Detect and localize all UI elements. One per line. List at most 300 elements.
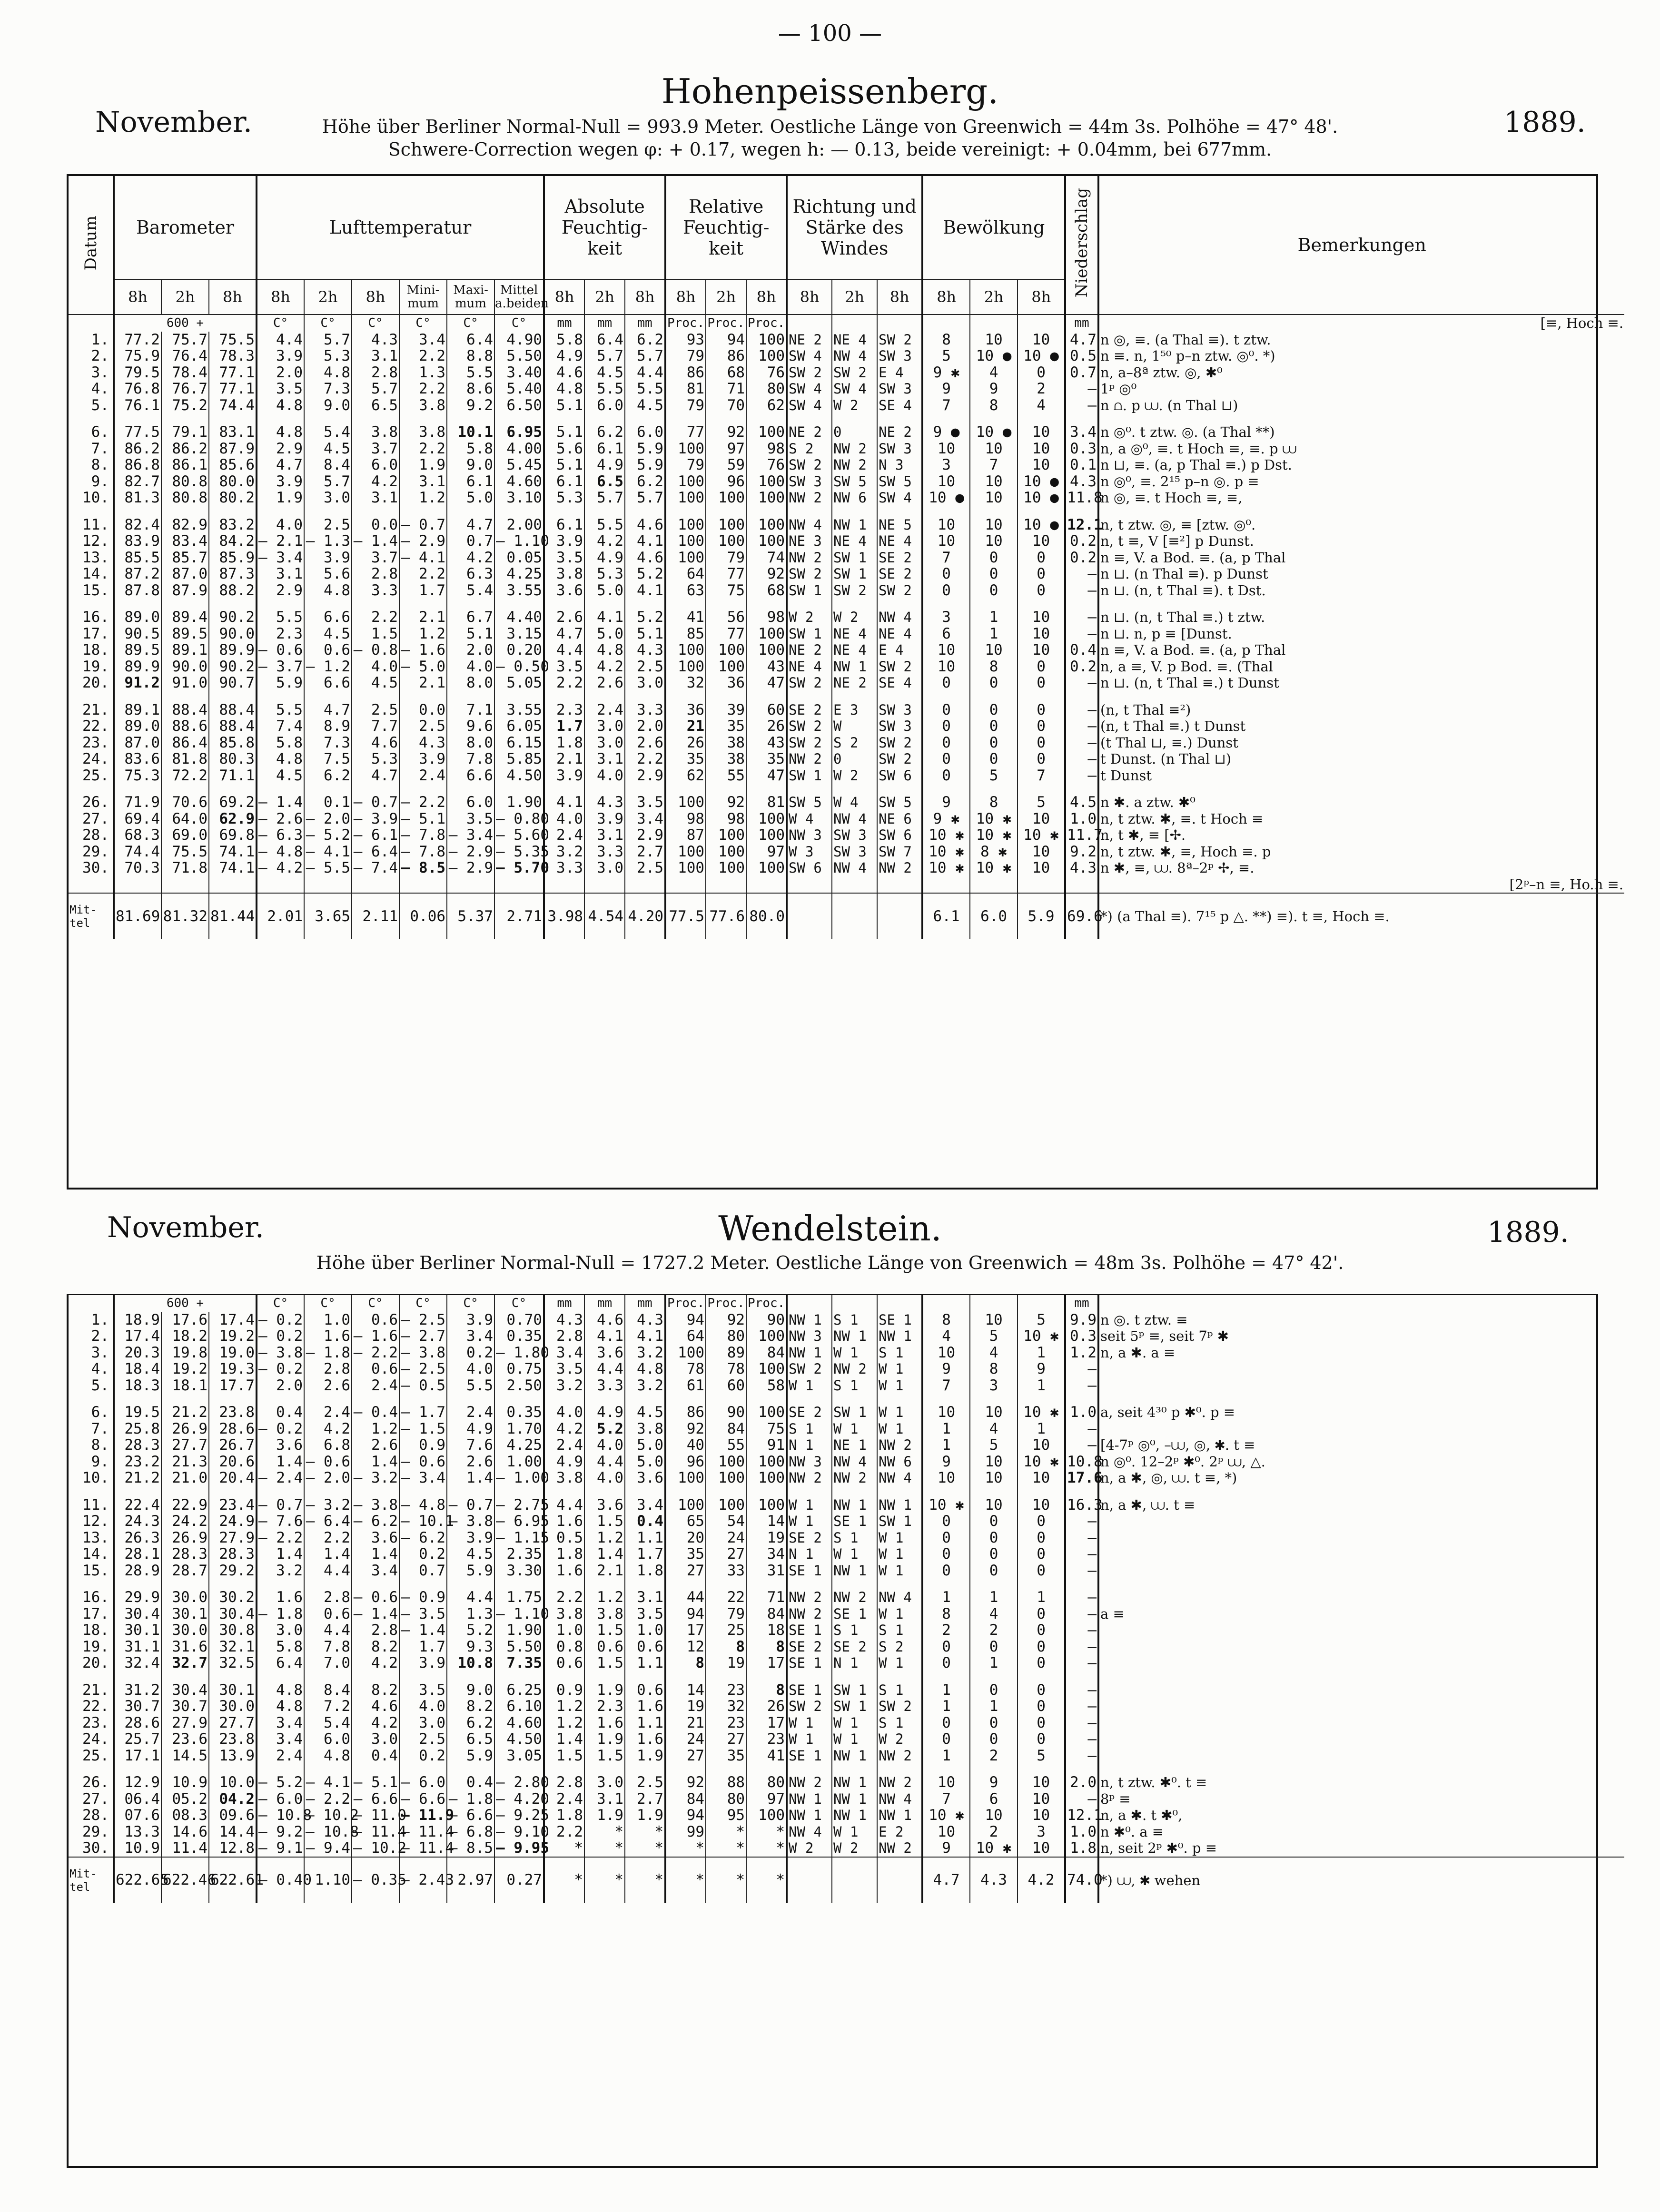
data-cell: – 3.8 [399, 1345, 447, 1361]
data-cell: 3.0 [352, 1731, 399, 1748]
spacer-cell [1098, 1579, 1624, 1589]
data-cell: 83.4 [161, 533, 209, 550]
data-cell: 85.7 [161, 550, 209, 566]
data-cell: 32.5 [209, 1655, 257, 1671]
hohen-unit-cell: C° [399, 315, 447, 332]
data-cell: 10.8 [1065, 1454, 1098, 1470]
spacer-cell [352, 1394, 399, 1404]
data-cell: 0 [1018, 1622, 1065, 1639]
data-cell: 64 [665, 566, 706, 582]
spacer-cell [1098, 1394, 1624, 1404]
data-cell: 4.60 [494, 1715, 544, 1731]
spacer-cell [494, 876, 544, 894]
data-cell: 10 [970, 1807, 1018, 1824]
data-cell: 1.8 [544, 1807, 584, 1824]
hohen-unit-cell: [≡, Hoch ≡. [1540, 315, 1624, 331]
wendel-unit-cell: mm [584, 1295, 625, 1312]
data-cell: – 0.80 [494, 811, 544, 827]
data-cell: – 6.8 [447, 1824, 494, 1840]
row-date: 8. [69, 1437, 114, 1454]
data-cell: 4.4 [584, 1454, 625, 1470]
col-2h: 2h [304, 279, 352, 315]
spacer-cell [114, 1486, 161, 1497]
data-cell: 92 [706, 424, 746, 441]
data-cell: 1.1 [625, 1715, 665, 1731]
data-cell: 82.4 [114, 517, 161, 533]
table-row [69, 1774, 1624, 1791]
spacer-cell [1018, 599, 1065, 609]
spacer-cell [494, 1579, 544, 1589]
wendel-unit-cell [877, 1295, 922, 1312]
data-cell: 1.2 [584, 1530, 625, 1546]
spacer-cell [69, 1579, 114, 1589]
data-cell: W 1 [832, 1546, 877, 1563]
data-cell: S 1 [832, 1622, 877, 1639]
data-cell: 10 ● [970, 424, 1018, 441]
row-remark [1098, 1421, 1624, 1437]
wendel-unit-cell [970, 1295, 1018, 1312]
data-cell: 0 [970, 1639, 1018, 1655]
data-cell: – 2.9 [399, 533, 447, 550]
data-cell: – 9.2 [257, 1824, 304, 1840]
data-cell: 0.4 [352, 1748, 399, 1764]
data-cell: 86 [665, 1404, 706, 1421]
data-cell: 54 [706, 1513, 746, 1530]
data-cell: 9.0 [447, 1682, 494, 1699]
mean-cell: 74.0 [1065, 1857, 1098, 1903]
data-cell: 35 [706, 718, 746, 735]
row-remark [1098, 1698, 1624, 1715]
col-8h: 8h [625, 279, 665, 315]
data-cell: 3.0 [584, 735, 625, 751]
spacer-cell [161, 1579, 209, 1589]
data-cell: 80.8 [161, 473, 209, 490]
spacer-cell [304, 691, 352, 702]
data-cell: 44 [665, 1589, 706, 1606]
data-cell: NW 2 [832, 441, 877, 457]
station-gravity-correction: Schwere-Correction wegen φ: + 0.17, wegen h: — 0.13, beide vereinigt: + 0.04mm, bei 677mm. [388, 139, 1272, 160]
data-cell: 31.1 [114, 1639, 161, 1655]
data-cell: 3.5 [544, 1361, 584, 1377]
data-cell: N 3 [877, 457, 922, 473]
data-cell: 5.7 [304, 332, 352, 348]
data-cell: 3.0 [584, 1774, 625, 1791]
mean-cell: – 0.40 [257, 1857, 304, 1903]
data-cell: 71 [746, 1589, 787, 1606]
spacer-cell [447, 691, 494, 702]
data-cell: 8.2 [352, 1682, 399, 1699]
data-cell: 4 [970, 1606, 1018, 1622]
data-cell: 60 [706, 1377, 746, 1394]
row-remark: n, t ztw. ✱, ≡, Hoch ≡. p [1100, 843, 1271, 860]
data-cell: 100 [665, 473, 706, 490]
data-cell: 1.3 [399, 364, 447, 381]
wendel-unit-cell: C° [352, 1295, 399, 1312]
data-cell: 94 [665, 1606, 706, 1622]
data-cell: – 1.4 [352, 533, 399, 550]
data-cell: 84.2 [209, 533, 257, 550]
spacer-cell [209, 1764, 257, 1774]
data-cell: – 3.8 [447, 1513, 494, 1530]
hohen-unit-cell [1018, 315, 1065, 332]
data-cell: – 4.8 [399, 1497, 447, 1514]
spacer-cell [114, 691, 161, 702]
data-cell: 0 [1018, 550, 1065, 566]
data-cell: 7.8 [447, 751, 494, 767]
data-cell: 2.3 [584, 1698, 625, 1715]
data-cell: 86.1 [161, 457, 209, 473]
row-date: 15. [69, 582, 114, 599]
data-cell: NW 1 [832, 1748, 877, 1764]
data-cell: 4.0 [584, 1470, 625, 1486]
data-cell: 80 [706, 1791, 746, 1808]
spacer-cell [584, 691, 625, 702]
data-cell: 2.6 [625, 735, 665, 751]
data-cell: 1.2 [1065, 1345, 1098, 1361]
row-date: 3. [69, 1345, 114, 1361]
row-remark: n, a ✱, ⩊. t ≡ [1100, 1496, 1196, 1513]
spacer-cell [161, 1486, 209, 1497]
data-cell: – 8.5 [447, 1840, 494, 1857]
data-cell: – [1065, 1377, 1098, 1394]
data-cell: 0 [1018, 1655, 1065, 1671]
col-min: Mini-mum [399, 279, 447, 315]
spacer-cell [1065, 1486, 1098, 1497]
data-cell: – 6.2 [352, 1513, 399, 1530]
data-cell: 16.3 [1065, 1497, 1098, 1514]
data-cell: 90.0 [161, 659, 209, 675]
data-cell: 41 [746, 1748, 787, 1764]
wendel-unit-cell: C° [494, 1295, 544, 1312]
data-cell: 3.4 [352, 1563, 399, 1579]
data-cell: 12.8 [209, 1840, 257, 1857]
data-cell: 5 [922, 348, 970, 364]
data-cell: – 3.4 [399, 1470, 447, 1486]
data-cell: 4 [1018, 397, 1065, 414]
data-cell: 7.5 [304, 751, 352, 767]
data-cell: 4.2 [352, 1715, 399, 1731]
data-cell: 10 ● [1018, 473, 1065, 490]
row-date: 26. [69, 794, 114, 811]
data-cell: SW 2 [787, 364, 832, 381]
data-cell: 18.3 [114, 1377, 161, 1394]
data-cell: SW 5 [787, 794, 832, 811]
table-row [69, 1497, 1624, 1514]
data-cell: 2.2 [399, 566, 447, 582]
data-cell: 0.6 [544, 1655, 584, 1671]
data-cell: 81 [746, 794, 787, 811]
data-cell: NW 4 [787, 1824, 832, 1840]
spacer-cell [970, 1764, 1018, 1774]
data-cell: 100 [706, 490, 746, 506]
data-cell: 6.2 [447, 1715, 494, 1731]
data-cell: 0.9 [399, 1437, 447, 1454]
data-cell: 0 [1018, 1715, 1065, 1731]
table-row [69, 1682, 1624, 1699]
data-cell: 1.5 [544, 1748, 584, 1764]
col-8h: 8h [257, 279, 304, 315]
data-cell: SW 2 [787, 718, 832, 735]
data-cell: 17.7 [209, 1377, 257, 1394]
data-cell: 100 [706, 642, 746, 659]
data-cell: – [1065, 1513, 1098, 1530]
row-date: 26. [69, 1774, 114, 1791]
data-cell: 9 [922, 1361, 970, 1377]
data-cell: 3.1 [584, 1791, 625, 1808]
data-cell: 100 [706, 827, 746, 844]
data-cell: 27.7 [209, 1715, 257, 1731]
data-cell: 1.9 [584, 1682, 625, 1699]
data-cell: 0 [1018, 1546, 1065, 1563]
row-date: 17. [69, 626, 114, 642]
spacer-cell [665, 1579, 706, 1589]
data-cell: 78 [706, 1361, 746, 1377]
data-cell: – 6.1 [352, 827, 399, 844]
data-cell: 4.5 [584, 364, 625, 381]
data-cell: 100 [746, 490, 787, 506]
row-remark [1098, 1682, 1624, 1699]
mean-cell: 6.0 [970, 893, 1018, 939]
data-cell: 5.9 [625, 457, 665, 473]
data-cell: 4.7 [447, 517, 494, 533]
data-cell: 80 [746, 1774, 787, 1791]
row-remark: n, t ✱, ≡ [✢. [1100, 827, 1186, 843]
data-cell: 70 [706, 397, 746, 414]
spacer-cell [1018, 1486, 1065, 1497]
data-cell: – 6.6 [447, 1807, 494, 1824]
data-cell: 06.4 [114, 1791, 161, 1808]
data-cell: 6.2 [625, 332, 665, 348]
data-cell: 0 [970, 735, 1018, 751]
row-date: 2. [69, 1328, 114, 1345]
data-cell: 6.4 [257, 1655, 304, 1671]
data-cell: – [1065, 1748, 1098, 1764]
data-cell: SW 2 [832, 582, 877, 599]
spacer-cell [970, 1671, 1018, 1682]
row-remark: seit 5ᵖ ≡, seit 7ᵖ ✱ [1100, 1328, 1229, 1344]
data-cell: 75.5 [161, 844, 209, 860]
spacer-cell [209, 784, 257, 794]
data-cell: 1 [1018, 1345, 1065, 1361]
data-cell: 92 [706, 794, 746, 811]
data-cell: – 10.1 [399, 1513, 447, 1530]
wendel-unit-cell: mm [1065, 1295, 1098, 1312]
data-cell: 0 [1018, 1530, 1065, 1546]
spacer-cell [1098, 784, 1624, 794]
data-cell: W 1 [877, 1377, 922, 1394]
spacer-cell [877, 876, 922, 894]
spacer-cell [544, 1486, 584, 1497]
data-cell: 0 [1018, 659, 1065, 675]
data-cell: E 3 [832, 702, 877, 718]
table-row [69, 860, 1624, 876]
data-cell: 2.50 [494, 1377, 544, 1394]
data-cell: 24.9 [209, 1513, 257, 1530]
data-cell: 3.3 [584, 844, 625, 860]
row-remark: t Dunst [1100, 767, 1152, 784]
data-cell: 18.4 [114, 1361, 161, 1377]
data-cell: 0 [970, 1530, 1018, 1546]
spacer-cell [544, 506, 584, 517]
data-cell: 0 [970, 566, 1018, 582]
spacer-cell [399, 1671, 447, 1682]
data-cell: 92 [746, 566, 787, 582]
row-date: 29. [69, 844, 114, 860]
data-cell: 0 [1018, 364, 1065, 381]
spacer-cell [832, 784, 877, 794]
data-cell: – 4.1 [399, 550, 447, 566]
data-cell: 10 ✱ [970, 860, 1018, 876]
hohen-unit-cell: mm [584, 315, 625, 332]
data-cell: 29.2 [209, 1563, 257, 1579]
spacer-cell [746, 1579, 787, 1589]
data-cell: – [1065, 1682, 1098, 1699]
spacer-cell [625, 1394, 665, 1404]
data-cell: 4.8 [584, 642, 625, 659]
spacer-cell [209, 1486, 257, 1497]
data-cell: NE 2 [832, 675, 877, 691]
data-cell: 4.9 [544, 1454, 584, 1470]
data-cell: 10 [922, 533, 970, 550]
spacer-cell [257, 1579, 304, 1589]
row-date: 5. [69, 397, 114, 414]
data-cell: 97 [746, 1791, 787, 1808]
data-cell: NW 1 [832, 1791, 877, 1808]
data-cell: 2.8 [352, 1622, 399, 1639]
data-cell: 2.5 [399, 718, 447, 735]
spacer-cell [665, 784, 706, 794]
data-cell: S 1 [832, 1530, 877, 1546]
data-cell: 4.7 [1065, 332, 1098, 348]
data-cell: – 2.2 [304, 1791, 352, 1808]
col-2h: 2h [161, 279, 209, 315]
data-cell: 10 [1018, 609, 1065, 626]
row-remark: n ⊔. (n, t Thal ≡.) t Dunst [1100, 675, 1279, 691]
data-cell: 5.0 [625, 1437, 665, 1454]
data-cell: 0 [922, 767, 970, 784]
data-cell: 1 [922, 1698, 970, 1715]
row-remark: n, a ≡, V. p Bod. ≡. (Thal [1100, 658, 1273, 675]
data-cell: 4.6 [352, 735, 399, 751]
data-cell: 100 [746, 860, 787, 876]
data-cell: 4.6 [584, 1312, 625, 1328]
data-cell: 3.1 [584, 751, 625, 767]
year-label: 1889. [1504, 106, 1586, 139]
spacer-cell [584, 1394, 625, 1404]
spacer-cell [209, 1671, 257, 1682]
data-cell: 83.6 [114, 751, 161, 767]
data-cell: 3.9 [584, 811, 625, 827]
data-cell: 4.2 [304, 1421, 352, 1437]
spacer-cell [352, 784, 399, 794]
data-cell: W 2 [787, 1840, 832, 1857]
spacer-cell [69, 1486, 114, 1497]
page-number: — 100 — [778, 20, 882, 47]
data-cell: 5.40 [494, 381, 544, 397]
spacer-cell [1065, 599, 1098, 609]
data-cell: 5.0 [625, 1454, 665, 1470]
spacer-cell [69, 876, 114, 894]
data-cell: 100 [706, 533, 746, 550]
row-remark: 1ᵖ ◎⁰ [1100, 381, 1137, 397]
data-cell: SW 2 [787, 1361, 832, 1377]
data-cell: 1.4 [544, 1731, 584, 1748]
data-cell: 0 [970, 1546, 1018, 1563]
data-cell: – 1.5 [399, 1421, 447, 1437]
data-cell: 1 [970, 1589, 1018, 1606]
table-row [69, 381, 1624, 397]
mean-cell: * [665, 1857, 706, 1903]
spacer-cell [746, 691, 787, 702]
data-cell: 62.9 [209, 811, 257, 827]
data-cell: – 3.8 [352, 1497, 399, 1514]
data-cell: W 1 [787, 1497, 832, 1514]
data-cell: 0.4 [447, 1774, 494, 1791]
data-cell: – 3.4 [257, 550, 304, 566]
data-cell: 85.6 [209, 457, 257, 473]
data-cell: 38 [706, 735, 746, 751]
data-cell: 100 [665, 642, 706, 659]
data-cell: 100 [746, 1404, 787, 1421]
data-cell: – 4.1 [304, 1774, 352, 1791]
data-cell: 10.0 [209, 1774, 257, 1791]
data-cell: 100 [665, 441, 706, 457]
mean-row [69, 1857, 1624, 1903]
data-cell: W 2 [832, 767, 877, 784]
data-cell: 3.4 [544, 1345, 584, 1361]
data-cell: 33 [706, 1563, 746, 1579]
data-cell: 0 [1018, 1639, 1065, 1655]
data-cell: 4.8 [257, 1698, 304, 1715]
spacer-cell [69, 1394, 114, 1404]
data-cell: 71 [706, 381, 746, 397]
data-cell: 6.05 [494, 718, 544, 735]
data-cell: 2.6 [447, 1454, 494, 1470]
data-cell: 3.1 [625, 1589, 665, 1606]
data-cell: S 1 [787, 1421, 832, 1437]
data-cell: 4.00 [494, 441, 544, 457]
data-cell: 2.3 [544, 702, 584, 718]
data-cell: 78.3 [209, 348, 257, 364]
data-cell: 9.3 [447, 1639, 494, 1655]
row-remark: n ⊔. (n Thal ≡). p Dunst [1100, 566, 1268, 582]
data-cell: 4.4 [304, 1622, 352, 1639]
data-cell: 30.1 [209, 1682, 257, 1699]
data-cell: – 10.8 [304, 1824, 352, 1840]
data-cell: 7.3 [304, 381, 352, 397]
table-row [69, 517, 1624, 533]
data-cell: 1 [970, 626, 1018, 642]
spacer-cell [161, 506, 209, 517]
data-cell: 6.1 [544, 517, 584, 533]
data-cell: 10 [1018, 811, 1065, 827]
data-cell: – 3.8 [257, 1345, 304, 1361]
data-cell: 2.5 [399, 1731, 447, 1748]
data-cell: 95 [706, 1807, 746, 1824]
data-cell: 1.4 [352, 1546, 399, 1563]
data-cell: 30.0 [161, 1589, 209, 1606]
data-cell: – 2.9 [447, 860, 494, 876]
data-cell: – [1065, 1437, 1098, 1454]
data-cell: – 6.0 [399, 1774, 447, 1791]
data-cell: 10 [1018, 457, 1065, 473]
data-cell: 28.3 [114, 1437, 161, 1454]
data-cell: 5.3 [352, 751, 399, 767]
data-cell: 56 [706, 609, 746, 626]
data-cell: 1 [922, 1589, 970, 1606]
data-cell: 0 [922, 735, 970, 751]
spacer-cell [787, 1764, 832, 1774]
